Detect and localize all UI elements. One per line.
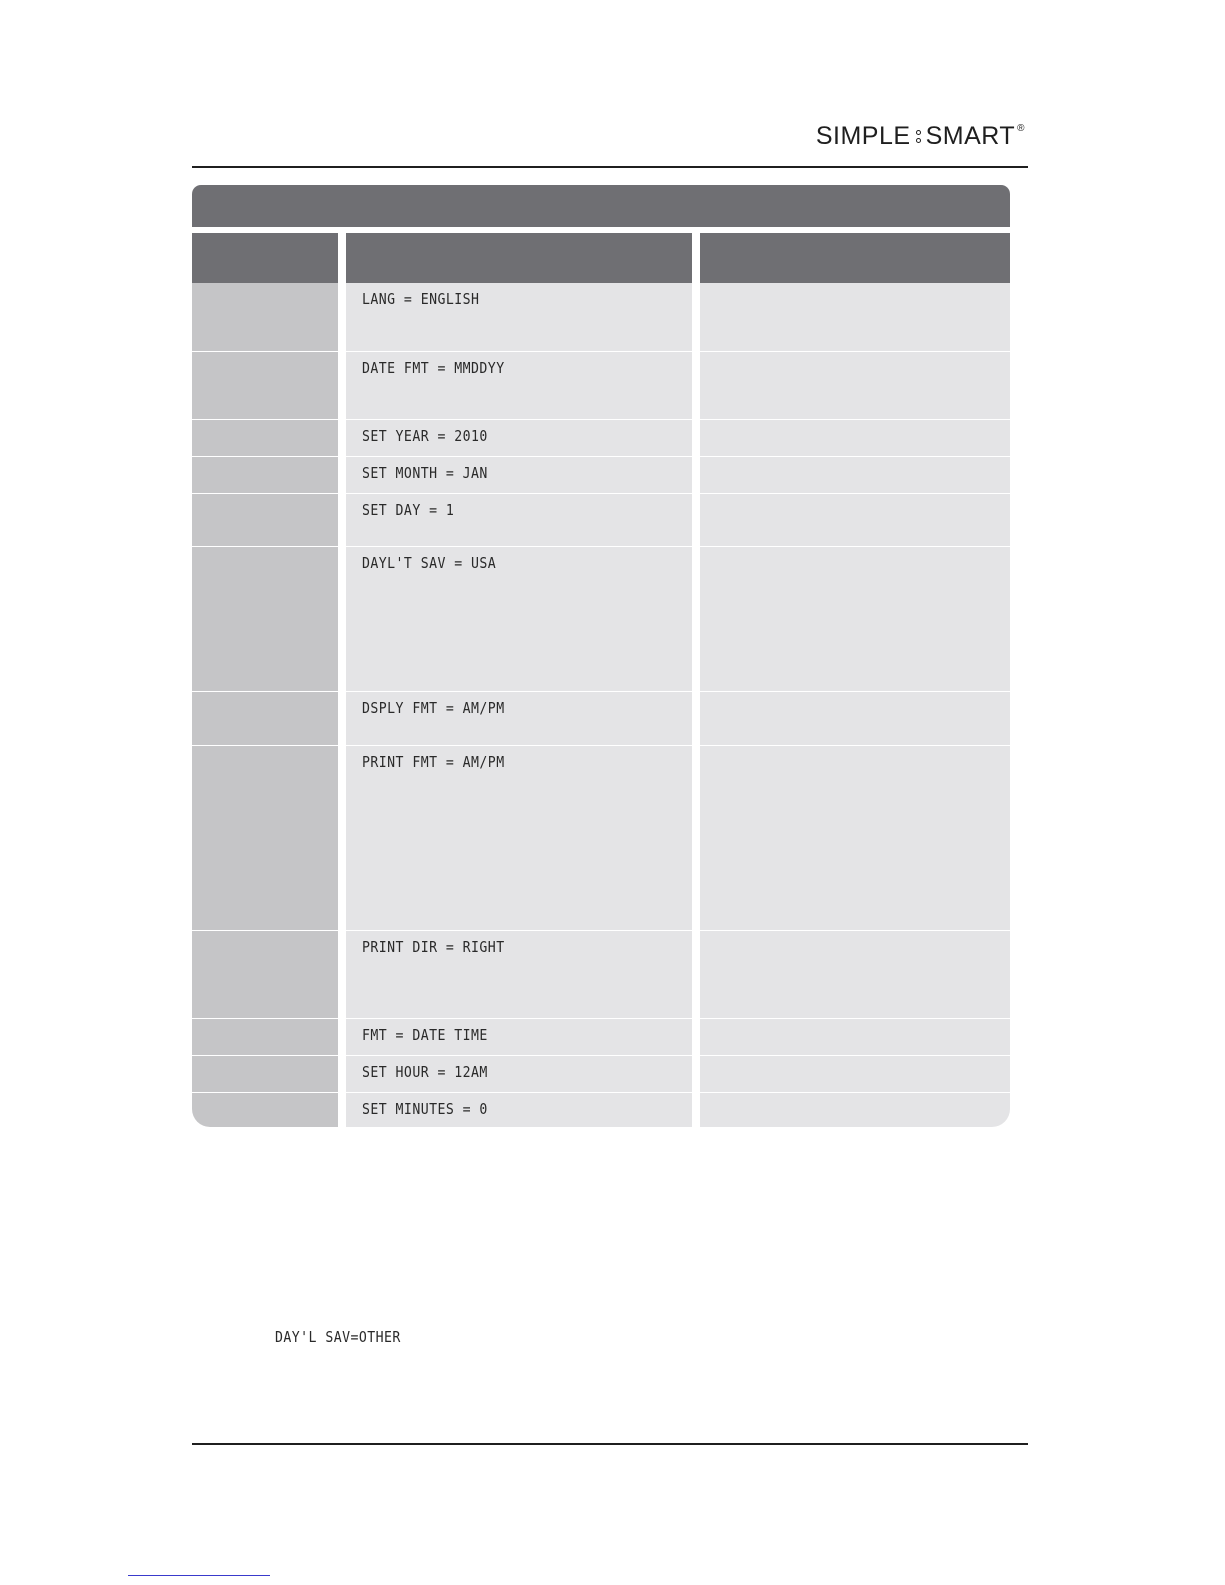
header-cell-display	[346, 233, 692, 283]
lcd-setting-text: SET MINUTES = 0	[362, 1100, 488, 1118]
row-label-cell	[192, 1093, 338, 1127]
header-cell-description	[700, 233, 1010, 283]
row-description-cell	[700, 547, 1010, 691]
lcd-setting-text: SET YEAR = 2010	[362, 427, 488, 445]
row-display-cell	[346, 931, 692, 1018]
row-display-cell	[346, 457, 692, 493]
row-label-cell	[192, 283, 338, 351]
row-description-cell	[700, 692, 1010, 745]
row-description-cell	[700, 1093, 1010, 1127]
header-cell-menu	[192, 233, 338, 283]
table-row	[192, 1018, 1010, 1055]
row-label-cell	[192, 494, 338, 546]
table-header-row	[192, 233, 1010, 283]
row-display-cell	[346, 547, 692, 691]
row-label-cell	[192, 420, 338, 456]
row-description-cell	[700, 352, 1010, 419]
lcd-setting-text: FMT = DATE TIME	[362, 1026, 488, 1044]
row-description-cell	[700, 420, 1010, 456]
row-description-cell	[700, 1056, 1010, 1092]
row-description-cell	[700, 1019, 1010, 1055]
footer-rule	[192, 1443, 1028, 1445]
brand-left: SIMPLE	[815, 122, 911, 150]
table-row	[192, 493, 1010, 546]
table-row	[192, 419, 1010, 456]
registered-mark: ®	[1017, 123, 1025, 134]
lcd-setting-text: SET HOUR = 12AM	[362, 1063, 488, 1081]
footer-link-underline	[128, 1575, 270, 1576]
row-display-cell	[346, 746, 692, 930]
row-display-cell	[346, 283, 692, 351]
table-row	[192, 351, 1010, 419]
row-label-cell	[192, 746, 338, 930]
table-row	[192, 930, 1010, 1018]
row-description-cell	[700, 931, 1010, 1018]
row-display-cell	[346, 494, 692, 546]
lcd-setting-text: DSPLY FMT = AM/PM	[362, 699, 505, 717]
row-description-cell	[700, 746, 1010, 930]
row-display-cell	[346, 692, 692, 745]
row-label-cell	[192, 352, 338, 419]
brand-logo	[816, 122, 1025, 151]
row-label-cell	[192, 457, 338, 493]
lcd-setting-text: DATE FMT = MMDDYY	[362, 359, 505, 377]
row-display-cell	[346, 352, 692, 419]
lcd-setting-text: SET DAY = 1	[362, 501, 455, 519]
table-row	[192, 283, 1010, 351]
table-row	[192, 546, 1010, 691]
row-label-cell	[192, 1056, 338, 1092]
note-lcd-text: DAY'L SAV=OTHER	[275, 1328, 401, 1346]
table-title-bar	[192, 185, 1010, 227]
brand-right: SMART	[925, 122, 1016, 150]
table-row	[192, 1055, 1010, 1092]
daylight-saving-other-note	[275, 1328, 418, 1347]
row-description-cell	[700, 457, 1010, 493]
lcd-setting-text: PRINT FMT = AM/PM	[362, 753, 505, 771]
row-description-cell	[700, 494, 1010, 546]
row-label-cell	[192, 1019, 338, 1055]
row-display-cell	[346, 420, 692, 456]
settings-table	[192, 185, 1010, 1127]
lcd-setting-text: SET MONTH = JAN	[362, 464, 488, 482]
row-label-cell	[192, 692, 338, 745]
row-label-cell	[192, 547, 338, 691]
lcd-setting-text: LANG = ENGLISH	[362, 290, 480, 308]
lcd-setting-text: PRINT DIR = RIGHT	[362, 938, 505, 956]
header-rule	[192, 166, 1028, 168]
row-display-cell	[346, 1019, 692, 1055]
row-display-cell	[346, 1056, 692, 1092]
row-display-cell	[346, 1093, 692, 1127]
table-row	[192, 691, 1010, 745]
lcd-setting-text: DAYL'T SAV = USA	[362, 554, 497, 572]
row-label-cell	[192, 931, 338, 1018]
row-description-cell	[700, 283, 1010, 351]
table-row	[192, 745, 1010, 930]
table-body	[192, 283, 1010, 1127]
logo-dots-icon	[916, 130, 921, 143]
table-row	[192, 1092, 1010, 1127]
table-row	[192, 456, 1010, 493]
